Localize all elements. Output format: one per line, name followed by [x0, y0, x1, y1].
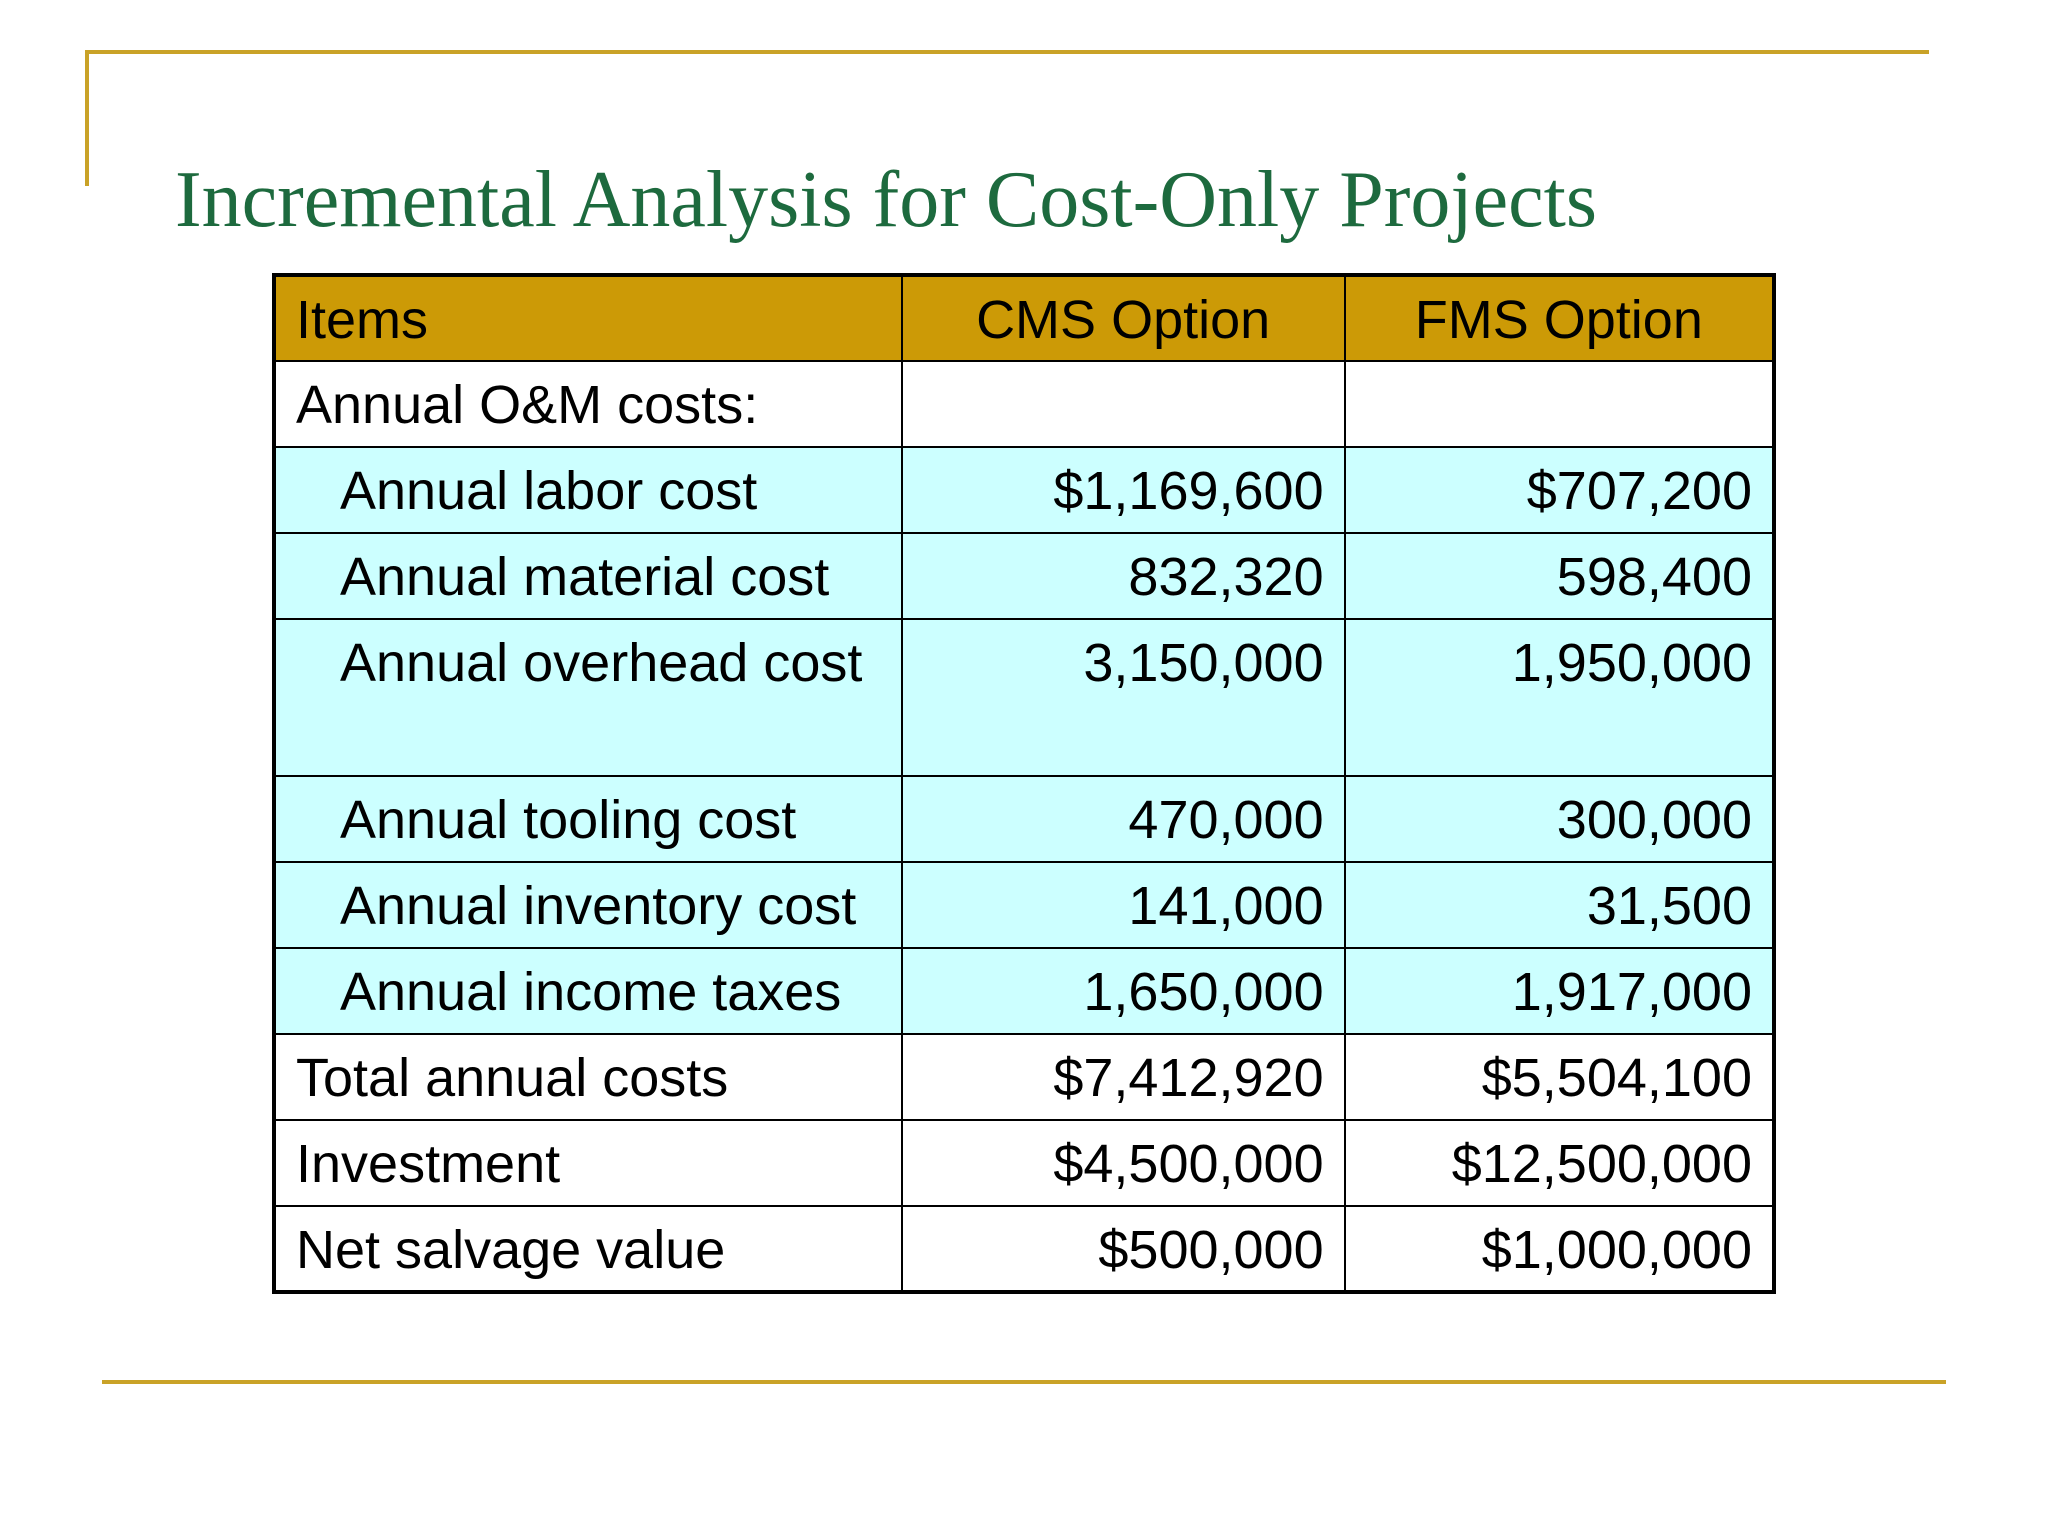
row-label: Annual labor cost — [274, 447, 902, 533]
row-label: Net salvage value — [274, 1206, 902, 1292]
fms-value: $1,000,000 — [1345, 1206, 1774, 1292]
table-row — [274, 361, 1774, 447]
row-label: Annual inventory cost — [274, 862, 902, 948]
table-row — [274, 619, 1774, 776]
row-label: Annual income taxes — [274, 948, 902, 1034]
table-row — [274, 776, 1774, 862]
cms-value — [902, 361, 1345, 447]
table-row — [274, 862, 1774, 948]
fms-value: $707,200 — [1345, 447, 1774, 533]
cms-value: $4,500,000 — [902, 1120, 1345, 1206]
row-label: Total annual costs — [274, 1034, 902, 1120]
row-label: Annual tooling cost — [274, 776, 902, 862]
fms-value: $12,500,000 — [1345, 1120, 1774, 1206]
fms-value: 31,500 — [1345, 862, 1774, 948]
header-cms-option: CMS Option — [902, 275, 1345, 361]
table-header-row — [274, 275, 1774, 361]
fms-value: $5,504,100 — [1345, 1034, 1774, 1120]
cms-value: 3,150,000 — [902, 619, 1345, 776]
fms-value: 1,917,000 — [1345, 948, 1774, 1034]
cms-value: 832,320 — [902, 533, 1345, 619]
slide-title: Incremental Analysis for Cost-Only Projects — [175, 156, 1597, 244]
table-row — [274, 1206, 1774, 1292]
table-row — [274, 1120, 1774, 1206]
row-label: Annual O&M costs: — [274, 361, 902, 447]
table-row — [274, 948, 1774, 1034]
fms-value — [1345, 361, 1774, 447]
bottom-rule — [102, 1380, 1946, 1384]
table-row — [274, 1034, 1774, 1120]
cms-value: $7,412,920 — [902, 1034, 1345, 1120]
cms-value: $1,169,600 — [902, 447, 1345, 533]
header-items: Items — [274, 275, 902, 361]
left-rule — [85, 50, 89, 186]
cms-value: 470,000 — [902, 776, 1345, 862]
top-rule — [85, 50, 1929, 54]
fms-value: 300,000 — [1345, 776, 1774, 862]
row-label-text: Annual overhead cost — [340, 633, 863, 693]
table-row — [274, 533, 1774, 619]
row-label: Investment — [274, 1120, 902, 1206]
fms-value: 1,950,000 — [1345, 619, 1774, 776]
cost-comparison-table — [272, 273, 1776, 1294]
table-row — [274, 447, 1774, 533]
cms-value: $500,000 — [902, 1206, 1345, 1292]
header-fms-option: FMS Option — [1345, 275, 1774, 361]
row-label: Annual material cost — [274, 533, 902, 619]
cms-value: 1,650,000 — [902, 948, 1345, 1034]
cms-value: 141,000 — [902, 862, 1345, 948]
row-label — [274, 619, 902, 776]
fms-value: 598,400 — [1345, 533, 1774, 619]
